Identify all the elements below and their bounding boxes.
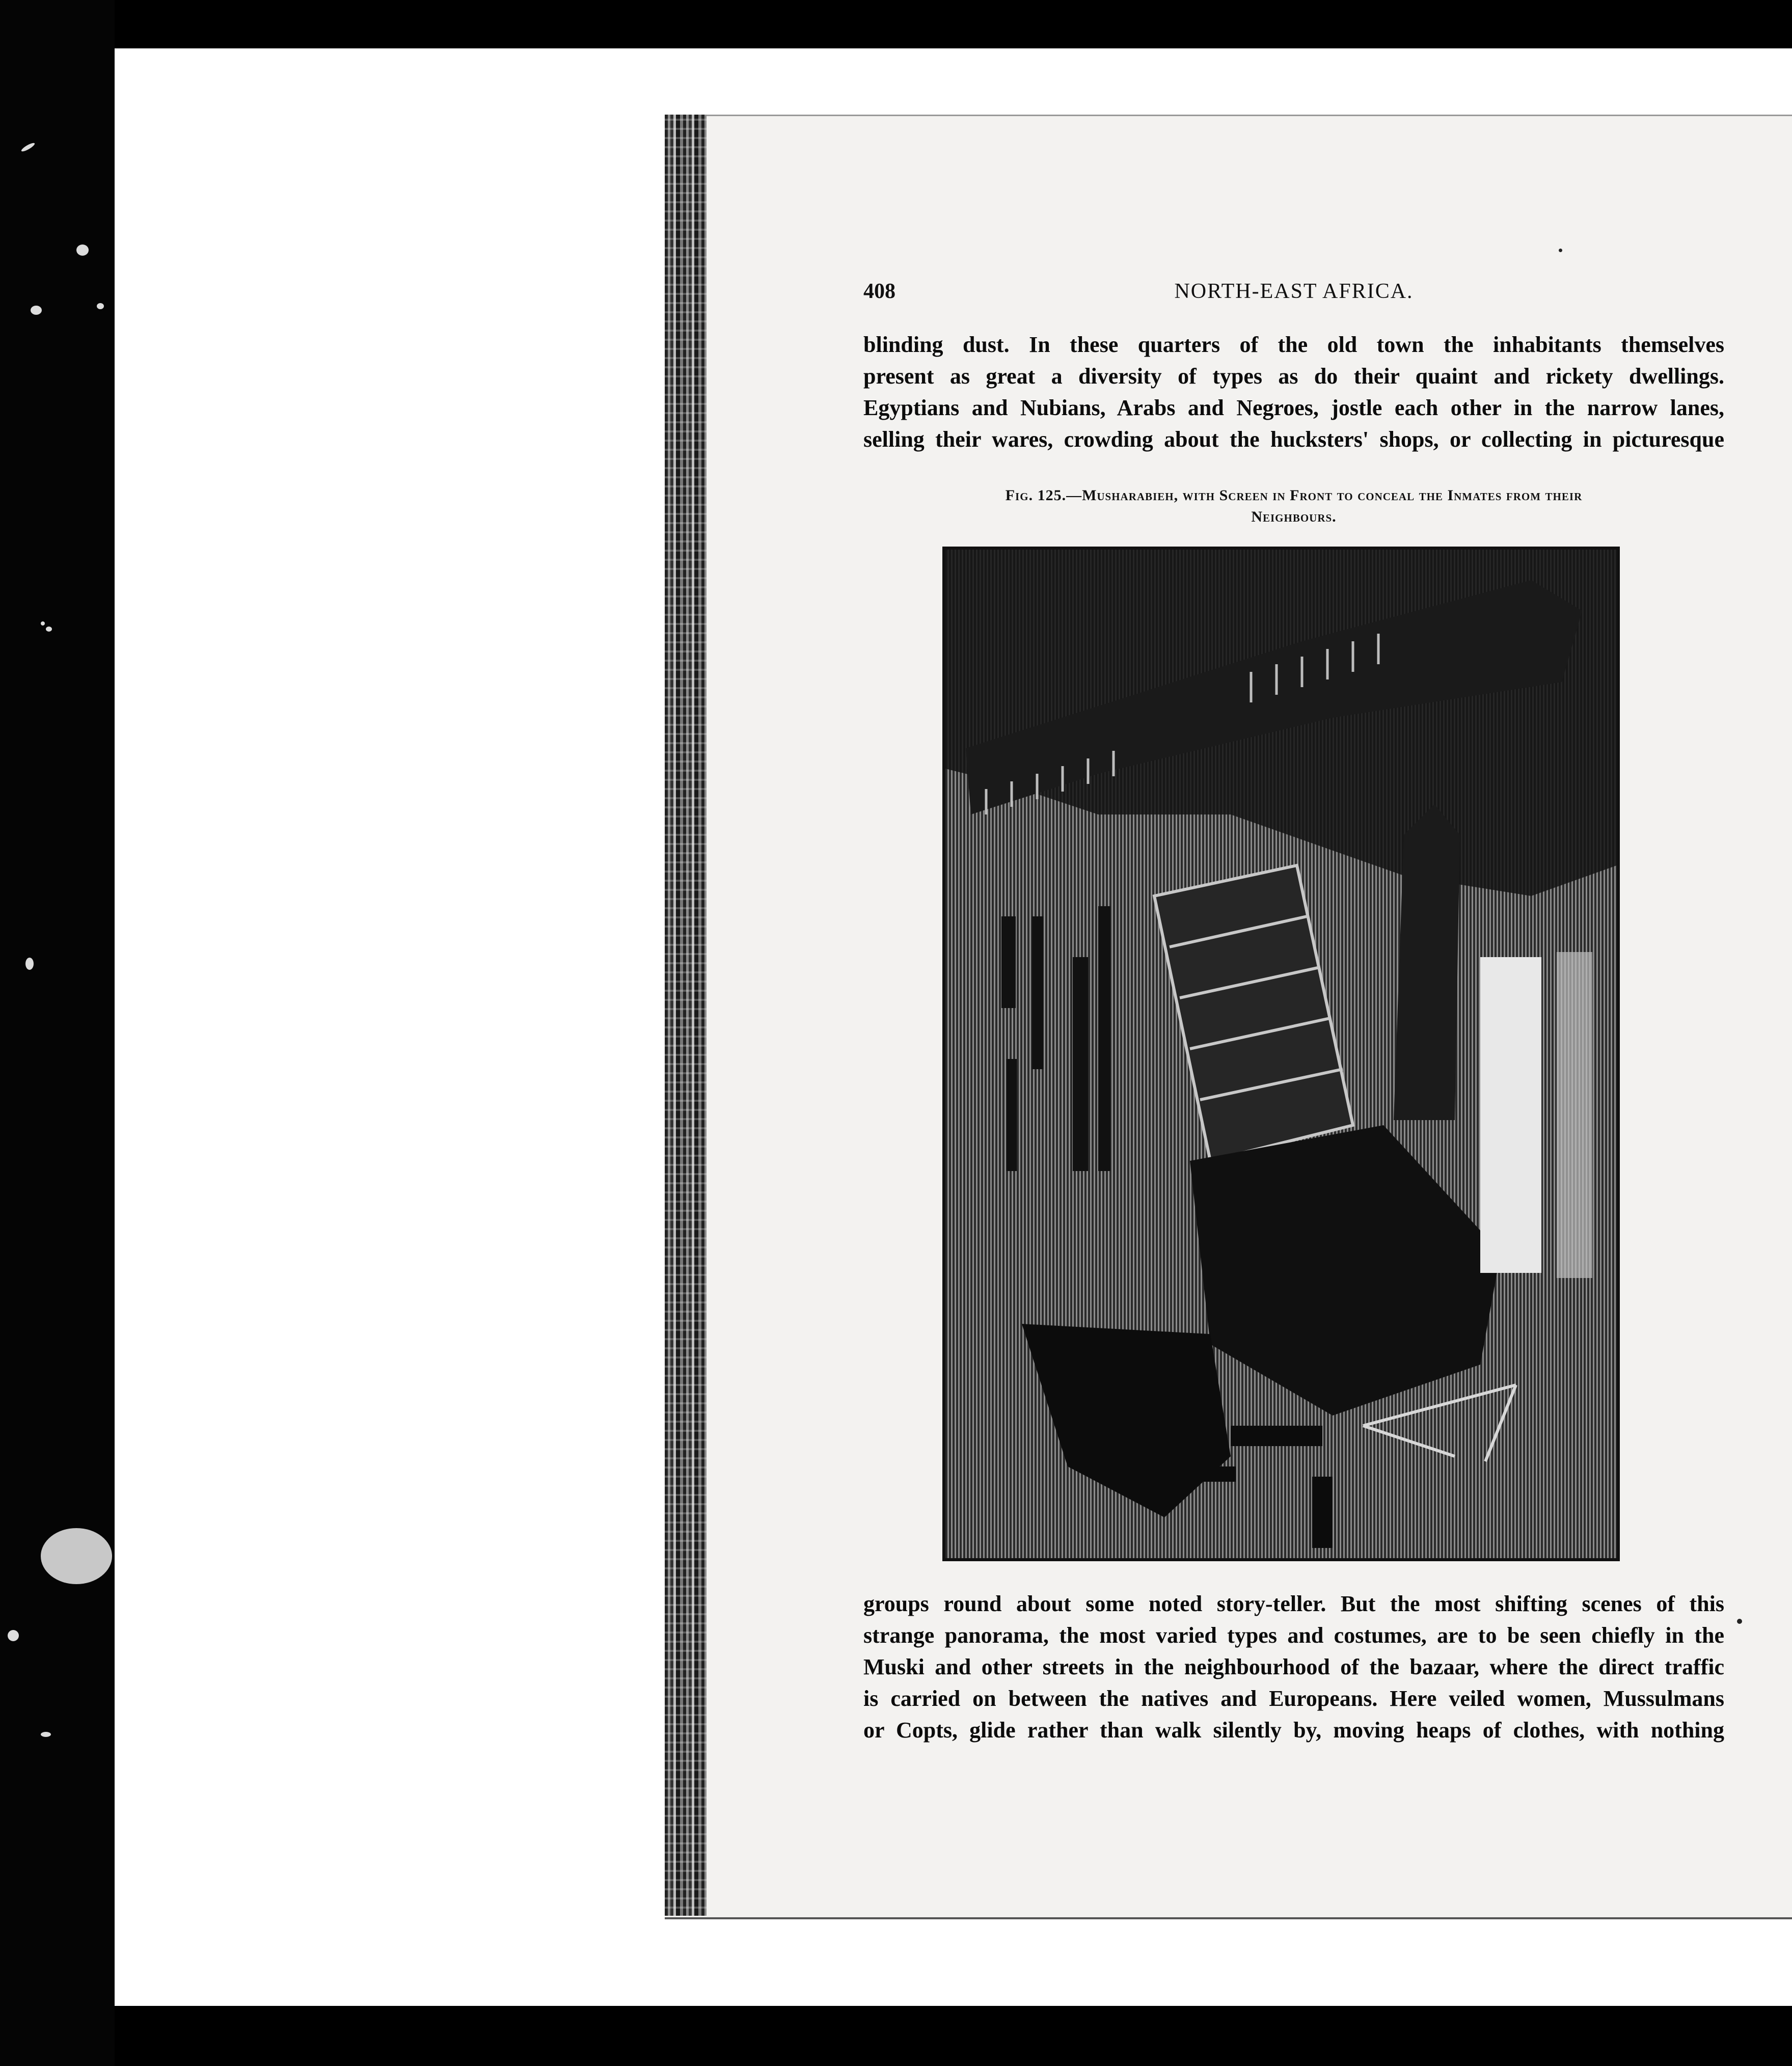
caption-line: Fig. 125.—Musharabieh, with Screen in Front to conceal the Inmates from their xyxy=(1005,487,1583,504)
engraving-drawing xyxy=(945,550,1617,1558)
text-line: or Copts, glide rather than walk silently by, moving heaps of clothes, with nothing xyxy=(863,1718,1724,1743)
text-line: Muski and other streets in the neighbourhood of the bazaar, where the direct traffic xyxy=(863,1654,1724,1679)
scan-speck xyxy=(1737,1619,1742,1624)
running-title: NORTH-EAST AFRICA. xyxy=(1174,280,1414,303)
film-edge-bottom xyxy=(115,2006,1792,2066)
text-line: blinding dust. In these quarters of the old town the inhabitants themselves xyxy=(863,332,1724,357)
text-line: groups round about some noted story-teller. But the most shifting scenes of this xyxy=(863,1591,1724,1616)
book-binding xyxy=(665,115,707,1916)
paragraph-bottom xyxy=(863,1588,1724,1746)
page-number: 408 xyxy=(863,280,895,303)
text-line: present as great a diversity of types as do their quaint and rickety dwellings. xyxy=(863,364,1724,389)
text-line: strange panorama, the most varied types and costumes, are to be seen chiefly in the xyxy=(863,1623,1724,1648)
text-line: Egyptians and Nubians, Arabs and Negroes, jostle each other in the narrow lanes, xyxy=(863,395,1724,420)
scan-speck xyxy=(1559,249,1562,252)
running-head xyxy=(863,279,1724,310)
text-line: selling their wares, crowding about the hucksters' shops, or collecting in picturesque xyxy=(863,427,1724,452)
film-edge-left xyxy=(0,0,115,2066)
figure-caption xyxy=(863,485,1724,528)
text-line: is carried on between the natives and Europeans. Here veiled women, Mussulmans xyxy=(863,1686,1724,1711)
engraving-illustration xyxy=(942,547,1620,1561)
caption-line: Neighbours. xyxy=(1251,508,1337,525)
paragraph-top xyxy=(863,329,1724,455)
